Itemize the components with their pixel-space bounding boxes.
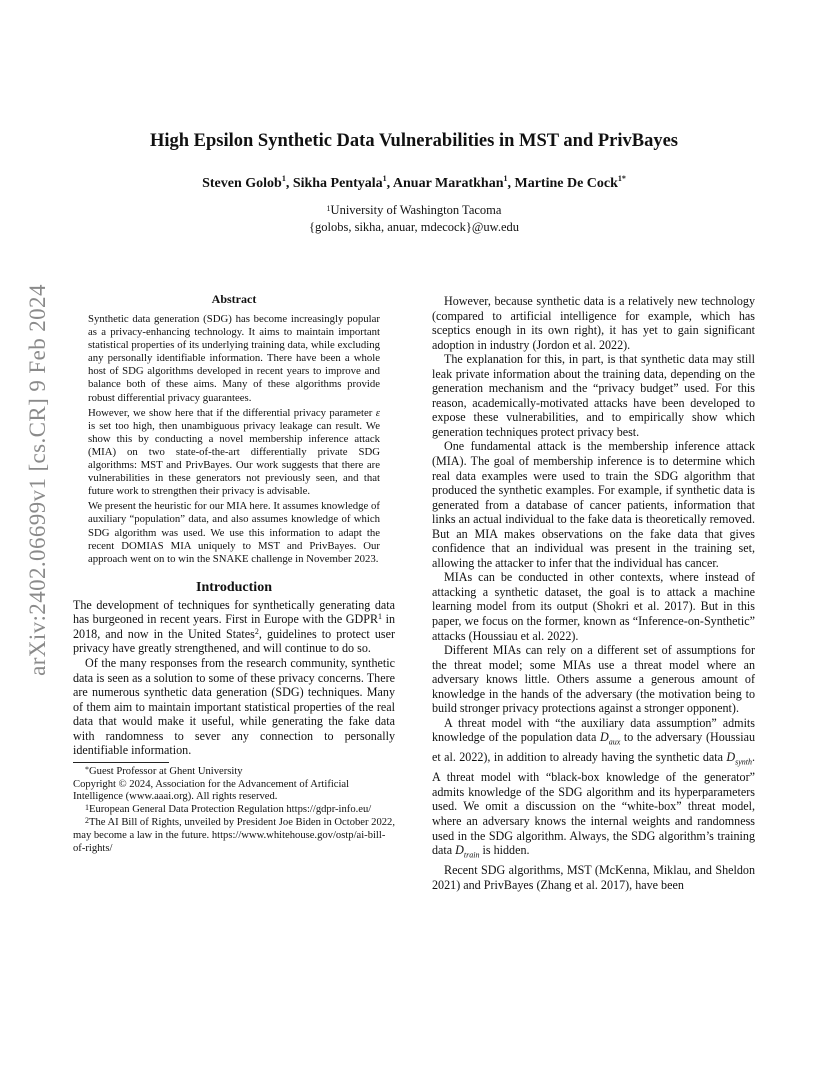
body-paragraph: Different MIAs can rely on a different set of assumptions for the threat model; some MIAs use a threat model where an adversary knows little. Others assume a generous amount of knowledge in the hands of the adversary (the motivation being to build stronger privacy protections against a stronger opponent). [432, 643, 755, 716]
math-subscript: train [463, 850, 480, 860]
footnote-text: European General Data Protection Regulation https://gdpr-info.eu/ [89, 804, 372, 816]
paper-title: High Epsilon Synthetic Data Vulnerabilities in MST and PrivBayes [149, 131, 679, 151]
affiliation [100, 202, 728, 219]
footnote-mark: 2 [85, 815, 89, 825]
text-run: , guidelines to protect user privacy have greatly strengthened, and will continue to do so. [73, 626, 395, 656]
epsilon-symbol: ε [375, 406, 380, 419]
affiliation-block [100, 202, 728, 236]
body-paragraph: Of the many responses from the research community, synthetic data is seen as a solution to some of these privacy concerns. There are numerous synthetic data generation (SDG) techniques. Many of them aim to maintain important statistical properties of the real data that would make it useful, while generating the fake data with randomness to sever any connection to personally identifiable information. [73, 655, 395, 758]
text-run: is set too high, then unambiguous privacy leakage can result. We show this by conducting a novel membership inference attack (MIA) on two state-of-the-art differentially private SDG algorithms: MST and PrivBayes. Our work suggests that there are vulnerabilities in these generators not previously seen, and that future work to strengthen their privacy is advisable. [88, 419, 380, 498]
body-paragraph: MIAs can be conducted in other contexts, where instead of attacking a synthetic dataset, the goal is to attack a machine learning model from its output (Shokri et al. 2017). But in this paper, we focus on the former, known as “Inference-on-Synthetic” attacks (Houssiau et al. 2022). [432, 570, 755, 643]
author-name: Sikha Pentyala [292, 176, 383, 191]
footnote-mark: * [85, 764, 89, 774]
affiliation-name: University of Washington Tacoma [330, 203, 502, 217]
text-run: . A threat model with “black-box knowledge of the generator” admits knowledge of the SDG algorithm and its hyperparameters used. We omit a discussion on the “white-box” threat model, where an adversary knows the internal weights and randomness used in the SDG algorithm. Always, the SDG algorithm’s training data [432, 750, 755, 858]
abstract-heading: Abstract [211, 292, 257, 306]
math-letter: D [726, 750, 736, 765]
author-name: Steven Golob [202, 176, 282, 191]
body-paragraph [73, 598, 395, 656]
math-symbol [599, 730, 621, 747]
math-symbol [455, 843, 480, 860]
body-paragraph: Recent SDG algorithms, MST (McKenna, Miklau, and Sheldon 2021) and PrivBayes (Zhang et al. 2017), have been [432, 863, 755, 892]
section-heading-introduction: Introduction [196, 579, 272, 595]
text-run: in 2018, and now in the United States [73, 612, 395, 641]
footnote-marker: 1 [378, 612, 383, 622]
math-subscript: synth [735, 757, 752, 767]
affiliation-mark: 1 [326, 204, 331, 213]
abstract-paragraph [88, 407, 380, 499]
arxiv-identifier: arXiv:2402.06699v1 [cs.CR] 9 Feb 2024 [25, 284, 50, 676]
footnote-text: The AI Bill of Rights, unveiled by President Joe Biden in October 2022, may become a law in the future. https://www.whitehouse.gov/ostp/ai-bill-of-rights/ [73, 816, 396, 854]
author-separator: , [386, 176, 393, 191]
copyright-notice: Copyright © 2024, Association for the Advancement of Artificial Intelligence (www.aaai.org). All rights reserved. [73, 778, 350, 803]
footnote [73, 804, 395, 817]
author-separator: , [285, 176, 293, 191]
author-emails: {golobs, sikha, anuar, mdecock}@uw.edu [309, 220, 519, 234]
author-name: Anuar Maratkhan [392, 176, 504, 191]
body-paragraph: One fundamental attack is the membership inference attack (MIA). The goal of membership inference is to determine which real data examples were used to train the SDG algorithm that produced the synthetic examples. For example, if synthetic data is generated from a database of cancer patients, information that links an actual individual to the fake data is theoretically removed. But an MIA makes observations on the fake data that gives confidence that an individual was present in the training set, allowing the attacker to infer that the individual has cancer. [432, 439, 755, 570]
math-subscript: aux [608, 737, 621, 747]
text-run: to the adversary (Houssiau et al. 2022), in addition to already having the synthetic data [432, 730, 756, 765]
footnote-marker: 2 [254, 626, 259, 636]
abstract-paragraph: We present the heuristic for our MIA here. It assumes knowledge of auxiliary “population” data, and also assumes knowledge of which SDG algorithm was used. We use this information to adapt the recent DOMIAS MIA uniquely to MST and PrivBayes. Our approach went on to win the SNAKE challenge in November 2023. [88, 500, 380, 565]
arxiv-stamp [20, 270, 56, 690]
text-run: A threat model with “the auxiliary data assumption” admits knowledge of the population data [432, 715, 755, 745]
text-run: The development of techniques for synthetically generating data has burgeoned in recent years. First in Europe with the GDPR [73, 597, 395, 627]
abstract-paragraph: Synthetic data generation (SDG) has become increasingly popular as a privacy-enhancing technology. It aims to maintain important statistical properties of its underlying training data, while excluding any personally identifiable information. There have been a whole host of SDG algorithms developed in recent years to improve and balance both of these aims. Many of these algorithms provide robust differential privacy guarantees. [88, 313, 380, 404]
body-paragraph [432, 716, 755, 863]
author-mark: 1 [382, 174, 387, 183]
right-column [432, 294, 755, 892]
math-letter: D [599, 730, 609, 745]
author-name: Martine De Cock [514, 176, 618, 191]
author-list [100, 176, 728, 192]
author-mark: 1 [503, 174, 508, 183]
footnote [73, 766, 395, 779]
body-paragraph: The explanation for this, in part, is that synthetic data may still leak private information about the training data, depending on the generation mechanism and the “privacy budget” used. For this reason, academically-motivated attacks have been developed to expose these vulnerabilities, and to empirically show which generation techniques protect privacy best. [432, 352, 755, 439]
footnote-text: Guest Professor at Ghent University [89, 765, 243, 777]
author-mark: 1* [617, 174, 626, 183]
body-paragraph: However, because synthetic data is a relatively new technology (compared to artificial intelligence for example, which has sceptics enough in its own right), it has yet to gain significant adoption in industry (Jordon et al. 2022). [432, 294, 755, 352]
author-mark: 1 [281, 174, 286, 183]
footnote [73, 817, 395, 855]
footnote-mark: 1 [85, 803, 89, 813]
footnote-divider [73, 762, 169, 763]
author-separator: , [507, 176, 515, 191]
left-column [73, 292, 395, 855]
text-run: is hidden. [479, 843, 530, 858]
math-symbol [726, 750, 752, 767]
text-run: However, we show here that if the differential privacy parameter [88, 406, 376, 419]
math-letter: D [455, 843, 464, 858]
